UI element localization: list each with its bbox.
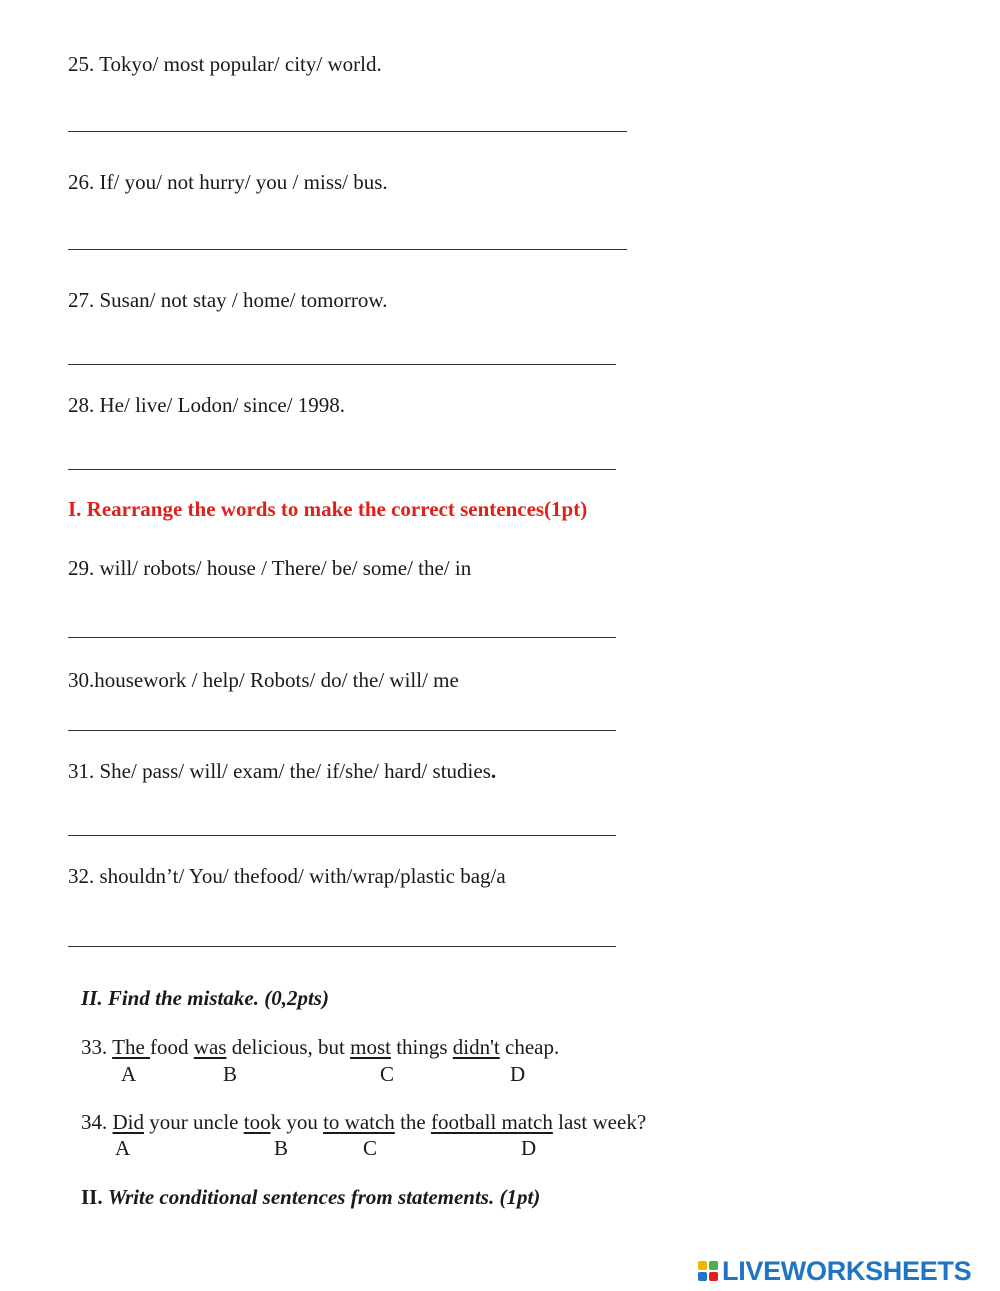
logo-square-icon [709,1261,718,1270]
logo-square-icon [698,1261,707,1270]
logo-text: LIVEWORKSHEETS [722,1255,972,1286]
section-label: II. [81,1185,103,1209]
section-heading-conditional [81,1185,540,1210]
q33-part-d: didn't [452,1035,500,1059]
q34-part-b: too [243,1110,271,1134]
section-heading-rearrange: I. Rearrange the words to make the correct sentences(1pt) [68,497,588,521]
question-28: 28. He/ live/ Lodon/ since/ 1998. [68,393,346,417]
q34-text: your uncle [144,1110,244,1134]
section-title: Write conditional sentences from statements. (1pt) [107,1185,541,1209]
answer-line-30[interactable] [68,730,616,731]
q33-text: delicious, but [226,1035,351,1059]
q34-part-a: Did [112,1110,144,1134]
q33-text: things [390,1035,453,1059]
q34-number: 34. [81,1110,113,1134]
q33-text: food [150,1035,194,1059]
q34-part-c: to watch [323,1110,395,1134]
q34-option-a[interactable]: A [115,1136,131,1160]
q33-option-a[interactable]: A [121,1062,137,1086]
question-33 [81,1035,559,1060]
q34-text: the [394,1110,431,1134]
answer-line-26[interactable] [68,249,627,250]
section-heading-mistake: II. Find the mistake. (0,2pts) [81,986,329,1010]
q33-part-c: most [350,1035,391,1059]
q33-number: 33. [81,1035,113,1059]
question-29: 29. will/ robots/ house / There/ be/ some/ the/ in [68,556,472,580]
answer-line-27[interactable] [68,364,616,365]
question-31-period: . [490,759,497,783]
answer-line-29[interactable] [68,637,616,638]
logo-square-icon [709,1272,718,1281]
question-26: 26. If/ you/ not hurry/ you / miss/ bus. [68,170,388,194]
q34-option-c[interactable]: C [363,1136,378,1160]
question-32: 32. shouldn’t/ You/ thefood/ with/wrap/plastic bag/a [68,864,506,888]
answer-line-31[interactable] [68,835,616,836]
q34-option-b[interactable]: B [274,1136,289,1160]
q34-part-d: football match [430,1110,553,1134]
question-31-text: 31. She/ pass/ will/ exam/ the/ if/she/ hard/ studies [68,759,491,783]
q33-part-a: The [112,1035,151,1059]
q33-option-c[interactable]: C [380,1062,395,1086]
q34-option-d[interactable]: D [521,1136,537,1160]
liveworksheets-logo[interactable] [698,1254,971,1288]
question-30: 30.housework / help/ Robots/ do/ the/ will/ me [68,668,459,692]
q33-option-b[interactable]: B [223,1062,238,1086]
q34-text: last week? [552,1110,647,1134]
answer-line-32[interactable] [68,946,616,947]
q33-part-b: was [193,1035,227,1059]
q34-text: k you [270,1110,324,1134]
question-31 [68,759,496,784]
q33-text: cheap. [499,1035,560,1059]
answer-line-25[interactable] [68,131,627,132]
answer-line-28[interactable] [68,469,616,470]
logo-mark-icon [698,1261,718,1281]
q33-option-d[interactable]: D [510,1062,526,1086]
question-27: 27. Susan/ not stay / home/ tomorrow. [68,288,388,312]
logo-square-icon [698,1272,707,1281]
question-25: 25. Tokyo/ most popular/ city/ world. [68,52,382,76]
question-34 [81,1110,646,1135]
